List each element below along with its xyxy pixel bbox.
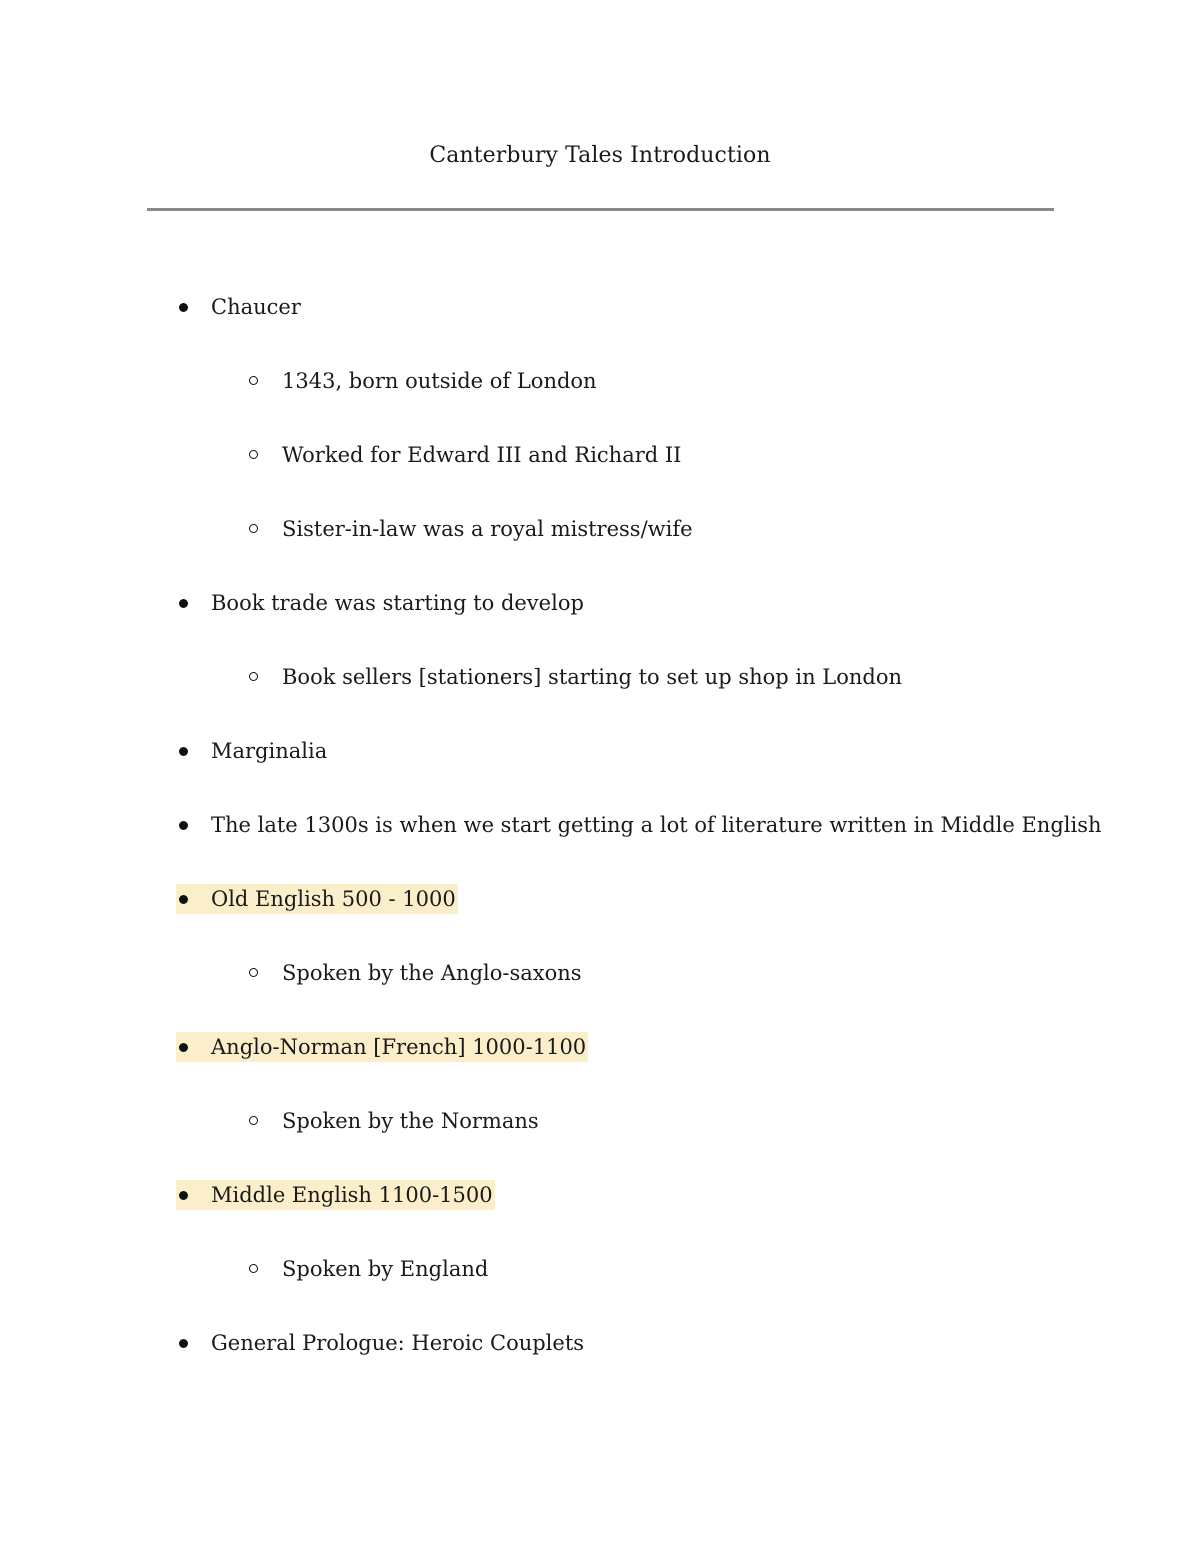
sub-list-item bbox=[246, 366, 597, 396]
list-item-text: Book trade was starting to develop bbox=[211, 591, 584, 615]
bullet-disc-icon bbox=[176, 810, 211, 840]
bullet-circle-icon bbox=[246, 662, 282, 692]
sub-list-item bbox=[246, 958, 582, 988]
bullet-disc-icon bbox=[176, 292, 211, 322]
list-item-text: 1343, born outside of London bbox=[282, 369, 597, 393]
list-item-text: Spoken by the Anglo-saxons bbox=[282, 961, 582, 985]
list-item-text: Middle English 1100-1500 bbox=[211, 1183, 493, 1207]
list-item-text: Marginalia bbox=[211, 739, 328, 763]
list-item bbox=[176, 884, 458, 914]
sub-list-item bbox=[246, 514, 693, 544]
list-item-text: Spoken by the Normans bbox=[282, 1109, 539, 1133]
sub-list-item bbox=[246, 1254, 488, 1284]
list-item bbox=[176, 1328, 584, 1358]
list-item-text: Chaucer bbox=[211, 295, 301, 319]
bullet-disc-icon bbox=[176, 736, 211, 766]
page-title: Canterbury Tales Introduction bbox=[429, 143, 771, 168]
list-item-text: General Prologue: Heroic Couplets bbox=[211, 1331, 585, 1355]
bullet-disc-icon bbox=[176, 1328, 211, 1358]
list-item-text: Anglo-Norman [French] 1000-1100 bbox=[211, 1035, 587, 1059]
list-item bbox=[176, 810, 1102, 840]
bullet-disc-icon bbox=[176, 1180, 211, 1210]
bullet-circle-icon bbox=[246, 1254, 282, 1284]
list-item-text: The late 1300s is when we start getting a lot of literature written in Middle English bbox=[211, 813, 1102, 837]
bullet-disc-icon bbox=[176, 1032, 211, 1062]
bullet-circle-icon bbox=[246, 366, 282, 396]
sub-list-item bbox=[246, 662, 902, 692]
bullet-circle-icon bbox=[246, 440, 282, 470]
list-item-text: Spoken by England bbox=[282, 1257, 489, 1281]
bullet-circle-icon bbox=[246, 514, 282, 544]
list-item bbox=[176, 292, 301, 322]
bullet-circle-icon bbox=[246, 958, 282, 988]
title-divider bbox=[147, 208, 1054, 211]
bullet-disc-icon bbox=[176, 884, 211, 914]
bullet-disc-icon bbox=[176, 588, 211, 618]
list-item-text: Old English 500 - 1000 bbox=[211, 887, 456, 911]
list-item bbox=[176, 1032, 588, 1062]
sub-list-item bbox=[246, 1106, 539, 1136]
list-item bbox=[176, 736, 327, 766]
sub-list-item bbox=[246, 440, 681, 470]
list-item bbox=[176, 1180, 495, 1210]
list-item-text: Book sellers [stationers] starting to set up shop in London bbox=[282, 665, 903, 689]
list-item-text: Worked for Edward III and Richard II bbox=[282, 443, 682, 467]
list-item bbox=[176, 588, 584, 618]
bullet-circle-icon bbox=[246, 1106, 282, 1136]
list-item-text: Sister-in-law was a royal mistress/wife bbox=[282, 517, 693, 541]
